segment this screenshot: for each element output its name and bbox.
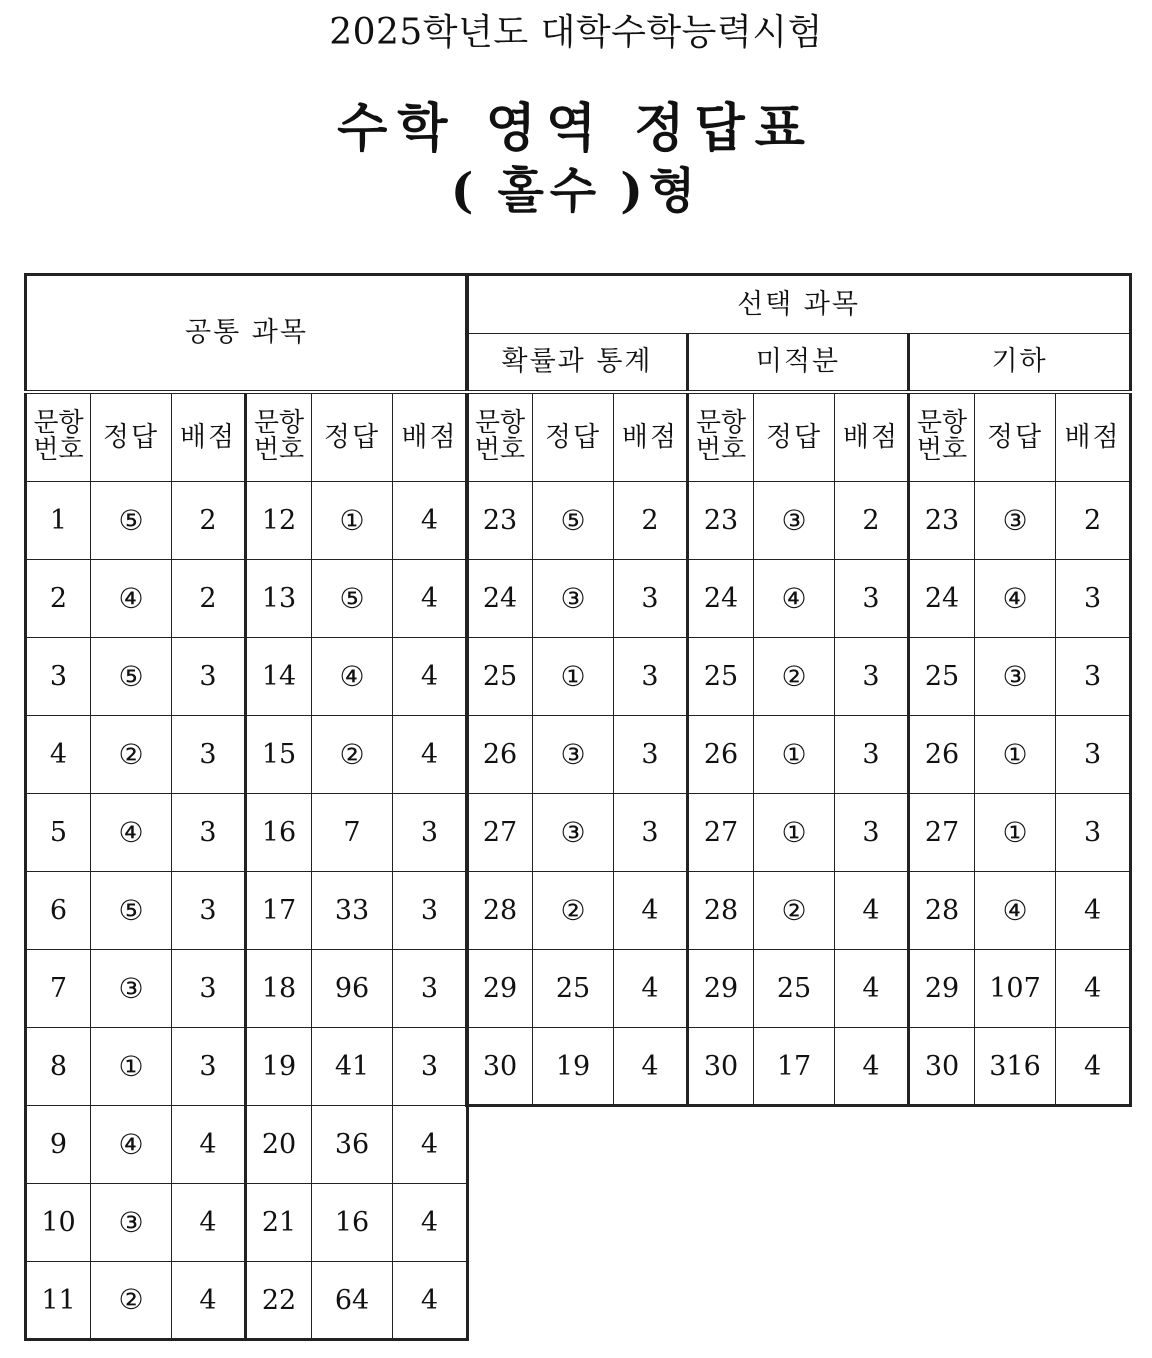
answer-cell: ① <box>975 716 1056 794</box>
answer-cell: ③ <box>533 794 614 872</box>
points-cell: 3 <box>614 794 688 872</box>
question-number-cell: 27 <box>467 794 533 872</box>
answer-cell: 7 <box>312 794 393 872</box>
answer-cell: ④ <box>975 560 1056 638</box>
points-cell: 4 <box>614 1028 688 1106</box>
points-cell: 2 <box>172 482 246 560</box>
table-row <box>467 950 1131 1028</box>
answer-cell: ⑤ <box>91 872 172 950</box>
points-cell: 2 <box>835 482 909 560</box>
points-cell: 3 <box>393 1028 468 1106</box>
column-header-answer: 정답 <box>975 392 1056 482</box>
points-cell: 4 <box>393 716 468 794</box>
points-cell: 2 <box>614 482 688 560</box>
column-header-points: 배점 <box>393 392 468 482</box>
points-cell: 4 <box>172 1184 246 1262</box>
answer-cell: ① <box>754 794 835 872</box>
question-number-cell: 26 <box>688 716 754 794</box>
answer-cell: ④ <box>312 638 393 716</box>
question-number-cell: 5 <box>26 794 91 872</box>
question-number-cell: 29 <box>467 950 533 1028</box>
points-cell: 4 <box>614 872 688 950</box>
question-number-cell: 16 <box>246 794 312 872</box>
answer-cell: 25 <box>754 950 835 1028</box>
table-row <box>26 482 468 560</box>
question-number-cell: 19 <box>246 1028 312 1106</box>
answer-cell: 16 <box>312 1184 393 1262</box>
table-row <box>26 1106 468 1184</box>
question-number-cell: 30 <box>467 1028 533 1106</box>
points-cell: 3 <box>172 794 246 872</box>
table-row <box>467 716 1131 794</box>
answer-cell: ① <box>975 794 1056 872</box>
answer-cell: 107 <box>975 950 1056 1028</box>
points-cell: 3 <box>614 638 688 716</box>
subject-name-probability-statistics: 확률과 통계 <box>467 334 688 392</box>
answer-cell: 17 <box>754 1028 835 1106</box>
column-header-answer: 정답 <box>754 392 835 482</box>
question-number-cell: 25 <box>467 638 533 716</box>
answer-cell: ⑤ <box>312 560 393 638</box>
table-row <box>26 950 468 1028</box>
table-row <box>26 794 468 872</box>
question-number-cell: 13 <box>246 560 312 638</box>
question-number-cell: 30 <box>909 1028 975 1106</box>
table-row <box>26 1028 468 1106</box>
points-cell: 3 <box>1056 560 1131 638</box>
question-number-cell: 26 <box>467 716 533 794</box>
answer-cell: ③ <box>754 482 835 560</box>
column-header-answer: 정답 <box>312 392 393 482</box>
points-cell: 4 <box>393 560 468 638</box>
table-row <box>467 482 1131 560</box>
points-cell: 4 <box>835 1028 909 1106</box>
points-cell: 3 <box>172 1028 246 1106</box>
answer-cell: ② <box>91 716 172 794</box>
answer-cell: ③ <box>533 560 614 638</box>
question-number-cell: 6 <box>26 872 91 950</box>
column-header-answer: 정답 <box>91 392 172 482</box>
points-cell: 4 <box>1056 1028 1131 1106</box>
table-row <box>467 560 1131 638</box>
table-row <box>467 1028 1131 1106</box>
points-cell: 2 <box>1056 482 1131 560</box>
points-cell: 4 <box>393 1184 468 1262</box>
answer-cell: ⑤ <box>91 482 172 560</box>
question-number-cell: 2 <box>26 560 91 638</box>
points-cell: 3 <box>835 716 909 794</box>
question-number-cell: 1 <box>26 482 91 560</box>
column-header-question-number: 문항 번호 <box>688 392 754 482</box>
answer-cell: ③ <box>91 1184 172 1262</box>
answer-cell: ① <box>754 716 835 794</box>
points-cell: 4 <box>172 1262 246 1340</box>
table-row <box>467 794 1131 872</box>
common-subject-title: 공통 과목 <box>26 275 468 392</box>
table-row <box>26 1262 468 1340</box>
question-number-cell: 25 <box>909 638 975 716</box>
question-number-cell: 23 <box>688 482 754 560</box>
points-cell: 4 <box>1056 872 1131 950</box>
exam-type <box>0 152 1152 221</box>
common-subject-table <box>24 273 469 1341</box>
answer-cell: ② <box>754 638 835 716</box>
question-number-cell: 25 <box>688 638 754 716</box>
points-cell: 3 <box>835 794 909 872</box>
table-row <box>26 716 468 794</box>
table-row <box>26 638 468 716</box>
question-number-cell: 18 <box>246 950 312 1028</box>
table-row <box>26 1184 468 1262</box>
column-header-points: 배점 <box>172 392 246 482</box>
question-number-cell: 12 <box>246 482 312 560</box>
table-row <box>467 872 1131 950</box>
points-cell: 4 <box>835 872 909 950</box>
column-header-question-number: 문항 번호 <box>26 392 91 482</box>
answer-cell: 96 <box>312 950 393 1028</box>
answer-cell: 36 <box>312 1106 393 1184</box>
question-number-cell: 23 <box>467 482 533 560</box>
question-number-cell: 29 <box>909 950 975 1028</box>
column-header-question-number: 문항 번호 <box>467 392 533 482</box>
table-row <box>26 872 468 950</box>
question-number-cell: 28 <box>467 872 533 950</box>
answer-key-title: 수학 영역 정답표 <box>337 98 815 159</box>
question-number-cell: 26 <box>909 716 975 794</box>
elective-subject-table <box>465 273 1132 1107</box>
subject-name-calculus: 미적분 <box>688 334 909 392</box>
question-number-cell: 24 <box>688 560 754 638</box>
column-header-points: 배점 <box>835 392 909 482</box>
question-number-cell: 14 <box>246 638 312 716</box>
answer-cell: ④ <box>91 1106 172 1184</box>
points-cell: 3 <box>172 872 246 950</box>
type-open-paren: ( <box>450 163 480 219</box>
question-number-cell: 22 <box>246 1262 312 1340</box>
question-number-cell: 24 <box>909 560 975 638</box>
points-cell: 4 <box>393 1106 468 1184</box>
question-number-cell: 27 <box>909 794 975 872</box>
question-number-cell: 9 <box>26 1106 91 1184</box>
question-number-cell: 28 <box>909 872 975 950</box>
question-number-cell: 8 <box>26 1028 91 1106</box>
type-name: 홀수 <box>497 163 603 219</box>
question-number-cell: 7 <box>26 950 91 1028</box>
column-header-question-number: 문항 번호 <box>909 392 975 482</box>
question-number-cell: 21 <box>246 1184 312 1262</box>
answer-cell: ② <box>91 1262 172 1340</box>
common-column-header-row <box>26 392 468 482</box>
column-header-points: 배점 <box>1056 392 1131 482</box>
answer-cell: 64 <box>312 1262 393 1340</box>
answer-cell: ① <box>91 1028 172 1106</box>
question-number-cell: 20 <box>246 1106 312 1184</box>
question-number-cell: 4 <box>26 716 91 794</box>
points-cell: 4 <box>172 1106 246 1184</box>
column-header-points: 배점 <box>614 392 688 482</box>
answer-cell: 316 <box>975 1028 1056 1106</box>
answer-cell: 41 <box>312 1028 393 1106</box>
points-cell: 4 <box>393 1262 468 1340</box>
answer-cell: ⑤ <box>533 482 614 560</box>
points-cell: 3 <box>172 716 246 794</box>
points-cell: 3 <box>1056 638 1131 716</box>
exam-title: 2025학년도 대학수학능력시험 <box>329 12 823 53</box>
question-number-cell: 24 <box>467 560 533 638</box>
question-number-cell: 29 <box>688 950 754 1028</box>
points-cell: 3 <box>614 716 688 794</box>
points-cell: 3 <box>1056 794 1131 872</box>
points-cell: 3 <box>393 872 468 950</box>
points-cell: 3 <box>172 638 246 716</box>
table-row <box>467 638 1131 716</box>
points-cell: 2 <box>172 560 246 638</box>
answer-cell: ② <box>533 872 614 950</box>
points-cell: 4 <box>393 638 468 716</box>
answer-cell: ③ <box>91 950 172 1028</box>
answer-cell: ① <box>312 482 393 560</box>
question-number-cell: 15 <box>246 716 312 794</box>
answer-cell: ② <box>754 872 835 950</box>
answer-cell: ⑤ <box>91 638 172 716</box>
points-cell: 3 <box>835 638 909 716</box>
answer-cell: ④ <box>91 794 172 872</box>
answer-cell: ② <box>312 716 393 794</box>
question-number-cell: 3 <box>26 638 91 716</box>
elective-subject-name-row <box>467 334 1131 392</box>
points-cell: 4 <box>835 950 909 1028</box>
question-number-cell: 27 <box>688 794 754 872</box>
answer-cell: 33 <box>312 872 393 950</box>
answer-cell: ③ <box>975 638 1056 716</box>
points-cell: 4 <box>614 950 688 1028</box>
points-cell: 4 <box>393 482 468 560</box>
answer-cell: ④ <box>975 872 1056 950</box>
type-close: )형 <box>620 163 702 219</box>
points-cell: 3 <box>835 560 909 638</box>
question-number-cell: 10 <box>26 1184 91 1262</box>
points-cell: 3 <box>614 560 688 638</box>
answer-cell: ③ <box>533 716 614 794</box>
subject-name-geometry: 기하 <box>909 334 1131 392</box>
points-cell: 3 <box>172 950 246 1028</box>
elective-subject-title: 선택 과목 <box>467 275 1131 334</box>
question-number-cell: 17 <box>246 872 312 950</box>
answer-cell: 19 <box>533 1028 614 1106</box>
question-number-cell: 30 <box>688 1028 754 1106</box>
column-header-question-number: 문항 번호 <box>246 392 312 482</box>
answer-cell: ③ <box>975 482 1056 560</box>
question-number-cell: 28 <box>688 872 754 950</box>
points-cell: 3 <box>1056 716 1131 794</box>
question-number-cell: 11 <box>26 1262 91 1340</box>
points-cell: 3 <box>393 794 468 872</box>
answer-cell: ① <box>533 638 614 716</box>
answer-cell: 25 <box>533 950 614 1028</box>
table-row <box>26 560 468 638</box>
points-cell: 4 <box>1056 950 1131 1028</box>
answer-cell: ④ <box>91 560 172 638</box>
elective-column-header-row <box>467 392 1131 482</box>
column-header-answer: 정답 <box>533 392 614 482</box>
points-cell: 3 <box>393 950 468 1028</box>
answer-cell: ④ <box>754 560 835 638</box>
question-number-cell: 23 <box>909 482 975 560</box>
